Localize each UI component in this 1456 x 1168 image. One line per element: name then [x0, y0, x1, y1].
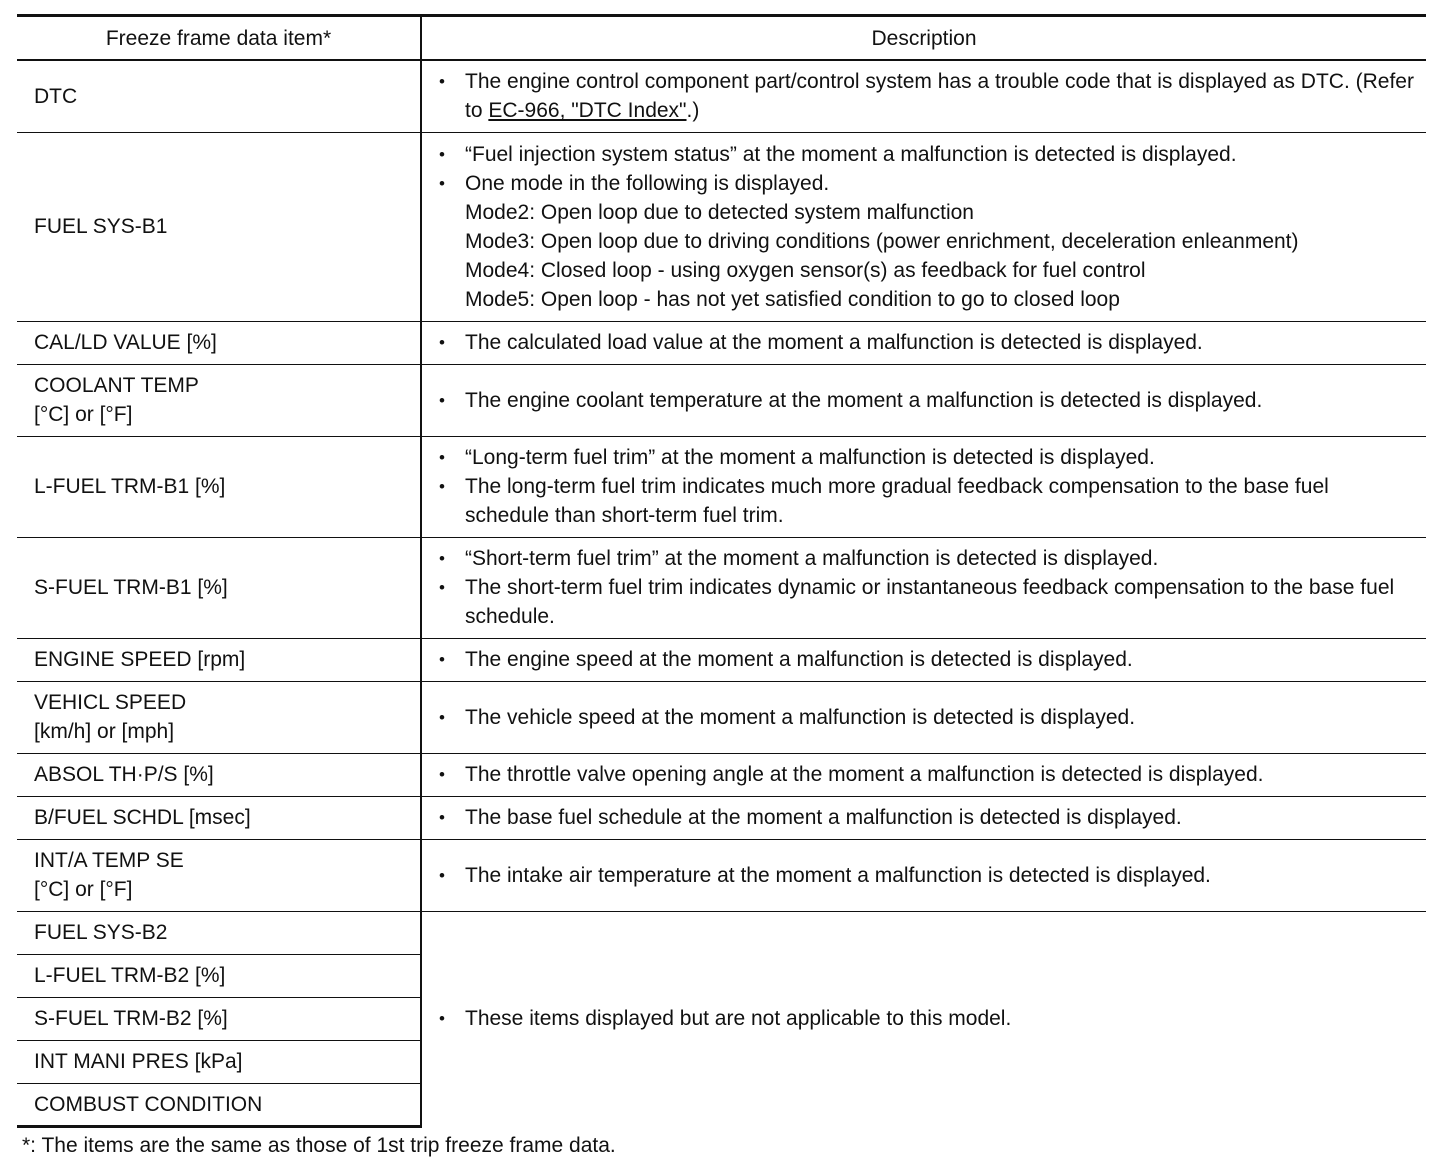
description-cell — [421, 681, 1426, 753]
description-bullet: • “Short-term fuel trim” at the moment a malfunction is detected is displayed. — [437, 544, 1418, 573]
item-label: INT MANI PRES [kPa] — [34, 1050, 243, 1073]
description-cell — [421, 436, 1426, 537]
description-bullet: • The base fuel schedule at the moment a malfunction is detected is displayed. — [437, 803, 1418, 832]
item-unit: [°C] or [°F] — [34, 403, 133, 426]
description-bullet: • The calculated load value at the moment a malfunction is detected is displayed. — [437, 328, 1418, 357]
description-cell — [421, 839, 1426, 911]
item-cell — [17, 911, 421, 954]
item-label: CAL/LD VALUE [%] — [34, 331, 217, 354]
mode-line: Mode5: Open loop - has not yet satisfied condition to go to closed loop — [465, 287, 1120, 311]
item-label: DTC — [34, 84, 78, 108]
description-bullet — [437, 67, 1418, 125]
item-cell — [17, 364, 421, 436]
description-text-end: .) — [686, 99, 700, 123]
description-text: The engine control component part/control system has a trouble code that is displayed as DTC. (Refer to — [465, 70, 1414, 123]
item-cell — [17, 321, 421, 364]
item-cell — [17, 681, 421, 753]
item-label: VEHICL SPEED — [34, 691, 187, 714]
description-bullet: • The engine coolant temperature at the moment a malfunction is detected is displayed. — [437, 386, 1418, 415]
item-cell — [17, 132, 421, 321]
table-row — [17, 436, 1426, 537]
item-label: INT/A TEMP SE — [34, 849, 184, 872]
footnote: *: The items are the same as those of 1st trip freeze frame data. — [22, 1134, 616, 1157]
description-cell — [421, 132, 1426, 321]
table-row — [17, 60, 1426, 132]
description-bullet: • One mode in the following is displayed. — [437, 169, 1418, 198]
item-label: ABSOL TH·P/S [%] — [34, 763, 214, 786]
description-cell — [421, 364, 1426, 436]
table-row — [17, 681, 1426, 753]
description-bullet: • “Fuel injection system status” at the moment a malfunction is detected is displayed. — [437, 140, 1418, 169]
description-bullet: • The throttle valve opening angle at the moment a malfunction is detected is displayed. — [437, 760, 1418, 789]
table-row — [17, 132, 1426, 321]
description-bullet: • The short-term fuel trim indicates dynamic or instantaneous feedback compensation to the base fuel schedule. — [437, 573, 1418, 631]
table-row — [17, 753, 1426, 796]
freeze-frame-data-table — [17, 14, 1426, 1128]
description-cell — [421, 60, 1426, 132]
item-unit: [°C] or [°F] — [34, 878, 133, 901]
item-cell — [17, 954, 421, 997]
item-label: S-FUEL TRM-B2 [%] — [34, 1007, 228, 1030]
item-unit: [km/h] or [mph] — [34, 720, 175, 743]
item-label: L-FUEL TRM-B2 [%] — [34, 964, 226, 987]
item-label: COOLANT TEMP — [34, 374, 199, 397]
mode-line: Mode3: Open loop due to driving conditions (power enrichment, deceleration enleanment) — [465, 229, 1299, 253]
description-bullet: • The intake air temperature at the moment a malfunction is detected is displayed. — [437, 861, 1418, 890]
table-row — [17, 537, 1426, 638]
item-cell — [17, 638, 421, 681]
item-cell — [17, 839, 421, 911]
description-cell — [421, 537, 1426, 638]
table-row — [17, 321, 1426, 364]
mode-line: Mode4: Closed loop - using oxygen sensor(s) as feedback for fuel control — [465, 258, 1146, 282]
item-cell — [17, 1083, 421, 1126]
table-row — [17, 839, 1426, 911]
description-cell — [421, 321, 1426, 364]
item-label: B/FUEL SCHDL [msec] — [34, 806, 251, 829]
table-row — [17, 364, 1426, 436]
table-row — [17, 796, 1426, 839]
item-cell — [17, 753, 421, 796]
description-bullet: • The engine speed at the moment a malfunction is detected is displayed. — [437, 645, 1418, 674]
item-label: S-FUEL TRM-B1 [%] — [34, 576, 228, 599]
table-header-row — [17, 16, 1426, 61]
description-bullet: • The long-term fuel trim indicates much more gradual feedback compensation to the base fuel schedule than short-term fuel trim. — [437, 472, 1418, 530]
description-cell — [421, 753, 1426, 796]
mode-line: Mode2: Open loop due to detected system malfunction — [465, 200, 974, 224]
item-label: L-FUEL TRM-B1 [%] — [34, 475, 226, 498]
item-label: ENGINE SPEED [rpm] — [34, 648, 246, 671]
header-item: Freeze frame data item* — [17, 16, 421, 61]
header-description: Description — [421, 16, 1426, 61]
item-label: COMBUST CONDITION — [34, 1092, 263, 1116]
description-bullet: • These items displayed but are not applicable to this model. — [437, 1004, 1418, 1033]
description-cell — [421, 638, 1426, 681]
item-label: FUEL SYS-B2 — [34, 921, 168, 944]
item-cell — [17, 537, 421, 638]
item-cell — [17, 997, 421, 1040]
item-label: FUEL SYS-B1 — [34, 215, 168, 238]
item-cell — [17, 436, 421, 537]
item-cell — [17, 1040, 421, 1083]
description-bullet: • The vehicle speed at the moment a malfunction is detected is displayed. — [437, 703, 1418, 732]
item-cell — [17, 60, 421, 132]
table-row — [17, 638, 1426, 681]
description-cell — [421, 796, 1426, 839]
item-cell — [17, 796, 421, 839]
description-cell-merged — [421, 911, 1426, 1126]
dtc-index-link[interactable]: EC-966, "DTC Index" — [488, 99, 687, 123]
description-bullet: • “Long-term fuel trim” at the moment a malfunction is detected is displayed. — [437, 443, 1418, 472]
table-row — [17, 911, 1426, 954]
